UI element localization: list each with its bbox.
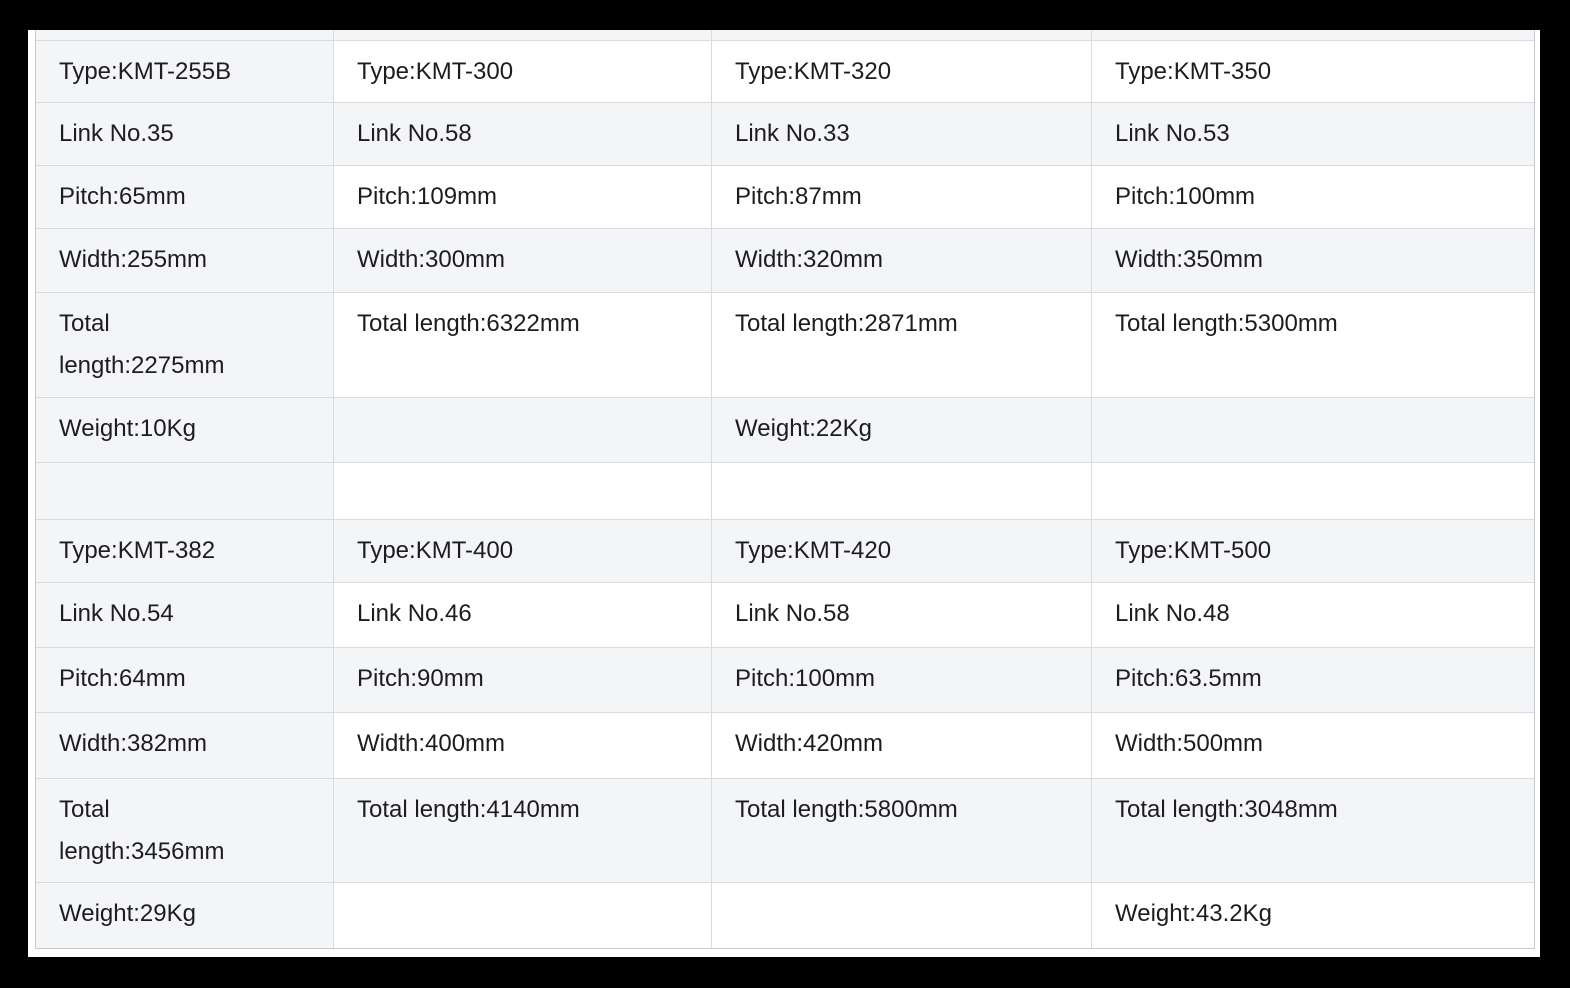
spec-cell: Pitch:64mm — [36, 648, 334, 713]
spec-cell: Type:KMT-500 — [1092, 520, 1534, 583]
spec-cell: Link No.53 — [1092, 103, 1534, 166]
spec-cell — [712, 883, 1092, 948]
spec-cell — [334, 463, 712, 520]
spec-cell: Link No.46 — [334, 583, 712, 648]
spec-cell: Weight:43.2Kg — [1092, 883, 1534, 948]
spec-cell: Width:255mm — [36, 229, 334, 293]
spec-cell: Pitch:90mm — [334, 648, 712, 713]
spec-cell: Width:420mm — [712, 713, 1092, 779]
spec-cell: Pitch:100mm — [712, 648, 1092, 713]
spec-cell: Link No.58 — [334, 103, 712, 166]
spec-cell: Link No.54 — [36, 583, 334, 648]
spec-cell: Total length:2871mm — [712, 293, 1092, 398]
spec-cell: Type:KMT-420 — [712, 520, 1092, 583]
spec-cell: Link No.33 — [712, 103, 1092, 166]
spec-cell — [36, 30, 334, 41]
spec-cell: Pitch:65mm — [36, 166, 334, 229]
spec-cell — [334, 30, 712, 41]
spec-cell — [712, 30, 1092, 41]
spec-cell: Type:KMT-350 — [1092, 41, 1534, 103]
spec-cell: Total length:5800mm — [712, 779, 1092, 883]
spec-cell: Weight:22Kg — [712, 398, 1092, 463]
spec-cell: Link No.48 — [1092, 583, 1534, 648]
spec-cell: Total length:3456mm — [36, 779, 334, 883]
spec-cell — [1092, 398, 1534, 463]
spec-cell — [334, 398, 712, 463]
spec-cell: Type:KMT-255B — [36, 41, 334, 103]
spec-cell: Pitch:109mm — [334, 166, 712, 229]
spec-cell: Total length:6322mm — [334, 293, 712, 398]
spec-cell: Link No.35 — [36, 103, 334, 166]
spec-cell: Type:KMT-320 — [712, 41, 1092, 103]
content-area — [28, 30, 1540, 957]
spec-cell: Width:320mm — [712, 229, 1092, 293]
spec-cell: Width:350mm — [1092, 229, 1534, 293]
spec-cell: Pitch:63.5mm — [1092, 648, 1534, 713]
spec-cell: Total length:2275mm — [36, 293, 334, 398]
spec-cell: Total length:4140mm — [334, 779, 712, 883]
spec-cell: Total length:3048mm — [1092, 779, 1534, 883]
spec-table — [35, 30, 1535, 949]
spec-cell: Width:500mm — [1092, 713, 1534, 779]
spec-cell: Type:KMT-300 — [334, 41, 712, 103]
spec-cell: Type:KMT-382 — [36, 520, 334, 583]
spec-cell — [712, 463, 1092, 520]
spec-cell: Total length:5300mm — [1092, 293, 1534, 398]
spec-cell: Width:400mm — [334, 713, 712, 779]
spec-cell — [1092, 463, 1534, 520]
spec-cell: Weight:10Kg — [36, 398, 334, 463]
spec-cell: Width:300mm — [334, 229, 712, 293]
spec-cell: Type:KMT-400 — [334, 520, 712, 583]
spec-cell — [334, 883, 712, 948]
spec-cell: Pitch:87mm — [712, 166, 1092, 229]
spec-cell — [1092, 30, 1534, 41]
spec-cell — [36, 463, 334, 520]
spec-cell: Weight:29Kg — [36, 883, 334, 948]
spec-cell: Width:382mm — [36, 713, 334, 779]
spec-cell: Link No.58 — [712, 583, 1092, 648]
spec-cell: Pitch:100mm — [1092, 166, 1534, 229]
